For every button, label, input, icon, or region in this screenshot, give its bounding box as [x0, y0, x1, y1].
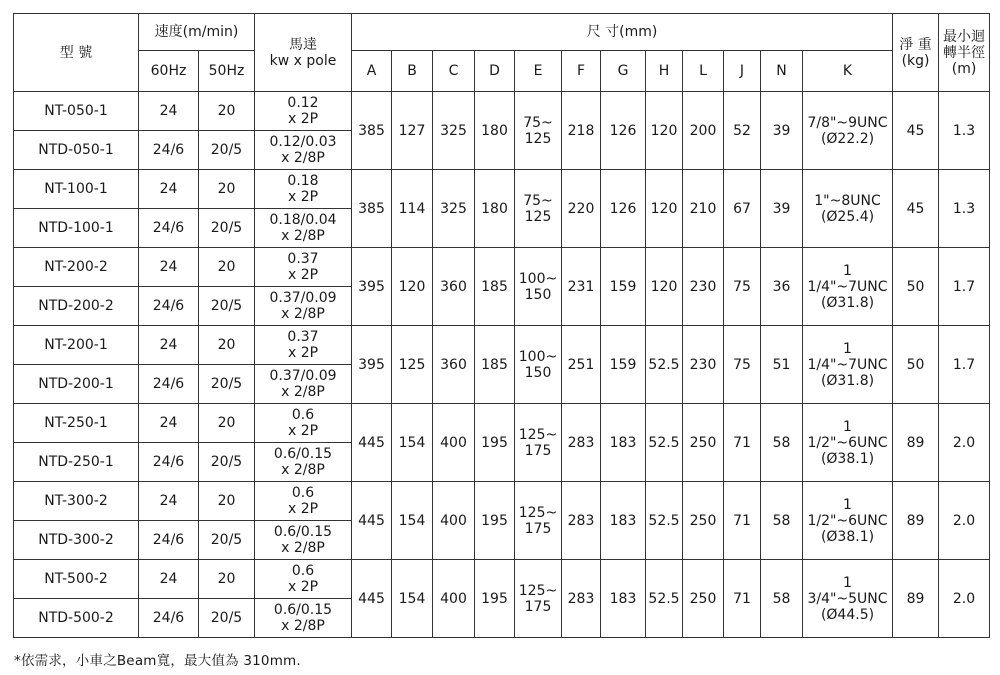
header-weight-line1: 淨 重 [899, 36, 932, 53]
speed-50hz-cell: 20 [199, 404, 255, 443]
dim-j-cell: 67 [724, 170, 761, 248]
model-cell: NT-050-1 [14, 92, 139, 131]
radius-cell: 2.0 [939, 482, 990, 560]
dim-b-cell: 125 [392, 326, 433, 404]
speed-50hz-cell: 20/5 [199, 521, 255, 560]
dim-j-cell: 75 [724, 326, 761, 404]
dim-k-line2: (Ø38.1) [820, 528, 875, 545]
motor-cell [255, 482, 352, 521]
weight-cell: 89 [893, 482, 939, 560]
dim-f-cell: 231 [562, 248, 601, 326]
dim-c-cell: 360 [433, 326, 475, 404]
motor-kw: 0.18/0.04 [269, 212, 337, 228]
dim-g-cell: 126 [601, 170, 646, 248]
dim-a-cell: 385 [352, 170, 392, 248]
motor-kw: 0.6/0.15 [273, 524, 333, 540]
table-body [14, 92, 990, 638]
dim-k-line1: 1"~8UNC [814, 192, 881, 209]
dim-e-line2: 125 [524, 208, 552, 225]
header-dim-f: F [562, 51, 601, 92]
dim-n-cell: 58 [761, 482, 803, 560]
dim-e-line1: 125~ [518, 582, 558, 599]
motor-cell [255, 599, 352, 638]
header-weight [893, 14, 939, 92]
model-cell: NTD-100-1 [14, 209, 139, 248]
model-cell: NT-100-1 [14, 170, 139, 209]
motor-pole: x 2/8P [281, 618, 325, 634]
dim-c-cell: 325 [433, 170, 475, 248]
header-dim-j: J [724, 51, 761, 92]
motor-kw: 0.37 [287, 329, 319, 345]
motor-pole: x 2P [287, 579, 319, 595]
speed-60hz-cell: 24/6 [139, 209, 199, 248]
dim-c-cell: 360 [433, 248, 475, 326]
dim-b-cell: 120 [392, 248, 433, 326]
dim-a-cell: 395 [352, 326, 392, 404]
motor-cell [255, 560, 352, 599]
dim-n-cell: 36 [761, 248, 803, 326]
motor-pole: x 2P [287, 501, 319, 517]
header-dim-g: G [601, 51, 646, 92]
motor-pole: x 2P [287, 345, 319, 361]
dim-e-line1: 75~ [523, 114, 553, 131]
dim-a-cell: 445 [352, 482, 392, 560]
motor-cell [255, 287, 352, 326]
header-motor [255, 14, 352, 92]
dim-f-cell: 251 [562, 326, 601, 404]
dim-f-cell: 283 [562, 560, 601, 638]
speed-60hz-cell: 24 [139, 560, 199, 599]
header-dim-a: A [352, 51, 392, 92]
motor-pole: x 2P [287, 423, 319, 439]
dim-e-cell [515, 170, 562, 248]
header-speed: 速度(m/min) [139, 14, 255, 51]
dim-f-cell: 220 [562, 170, 601, 248]
header-dim-e: E [515, 51, 562, 92]
table-row [14, 92, 990, 131]
dim-e-line1: 75~ [523, 192, 553, 209]
speed-60hz-cell: 24 [139, 326, 199, 365]
motor-kw: 0.18 [287, 173, 319, 189]
speed-50hz-cell: 20/5 [199, 287, 255, 326]
dim-f-cell: 218 [562, 92, 601, 170]
dim-e-cell [515, 326, 562, 404]
speed-50hz-cell: 20 [199, 170, 255, 209]
dim-l-cell: 250 [683, 482, 724, 560]
model-cell: NT-200-1 [14, 326, 139, 365]
dim-e-cell [515, 482, 562, 560]
header-dim-n: N [761, 51, 803, 92]
dim-n-cell: 58 [761, 560, 803, 638]
motor-kw: 0.12 [287, 95, 319, 111]
dim-k-line1: 1 3/4"~5UNC [807, 574, 888, 607]
header-dim-k: K [803, 51, 893, 92]
dim-c-cell: 400 [433, 560, 475, 638]
motor-pole: x 2P [287, 189, 319, 205]
speed-50hz-cell: 20/5 [199, 209, 255, 248]
header-radius-line2: 轉半徑 [943, 44, 986, 61]
header-motor-line1: 馬達 [289, 36, 317, 53]
speed-60hz-cell: 24/6 [139, 599, 199, 638]
header-dim-c: C [433, 51, 475, 92]
dim-b-cell: 114 [392, 170, 433, 248]
radius-cell: 1.3 [939, 92, 990, 170]
speed-60hz-cell: 24/6 [139, 521, 199, 560]
dim-e-line2: 150 [524, 364, 552, 381]
motor-kw: 0.12/0.03 [269, 134, 337, 150]
speed-60hz-cell: 24 [139, 92, 199, 131]
header-dim-b: B [392, 51, 433, 92]
speed-60hz-cell: 24/6 [139, 287, 199, 326]
dim-d-cell: 195 [475, 560, 515, 638]
dim-k-line2: (Ø22.2) [820, 130, 875, 147]
motor-pole: x 2/8P [281, 540, 325, 556]
dim-l-cell: 230 [683, 248, 724, 326]
dim-e-line1: 125~ [518, 426, 558, 443]
dim-k-cell [803, 560, 893, 638]
motor-cell [255, 365, 352, 404]
motor-kw: 0.6/0.15 [273, 602, 333, 618]
header-motor-line2: kw x pole [269, 52, 337, 69]
dim-k-line2: (Ø25.4) [820, 208, 875, 225]
motor-cell [255, 404, 352, 443]
dim-d-cell: 195 [475, 482, 515, 560]
dim-g-cell: 183 [601, 482, 646, 560]
weight-cell: 89 [893, 560, 939, 638]
dim-j-cell: 75 [724, 248, 761, 326]
header-dim-h: H [646, 51, 683, 92]
table-row [14, 404, 990, 443]
dim-c-cell: 400 [433, 482, 475, 560]
dim-c-cell: 400 [433, 404, 475, 482]
dim-j-cell: 71 [724, 404, 761, 482]
dim-e-line2: 150 [524, 286, 552, 303]
motor-kw: 0.6 [291, 407, 315, 423]
motor-pole: x 2/8P [281, 306, 325, 322]
dim-k-cell [803, 248, 893, 326]
motor-kw: 0.37 [287, 251, 319, 267]
model-cell: NT-200-2 [14, 248, 139, 287]
dim-k-line1: 7/8"~9UNC [807, 114, 888, 131]
header-dim-l: L [683, 51, 724, 92]
dim-e-cell [515, 404, 562, 482]
speed-60hz-cell: 24/6 [139, 365, 199, 404]
speed-50hz-cell: 20 [199, 92, 255, 131]
dim-d-cell: 195 [475, 404, 515, 482]
dim-h-cell: 52.5 [646, 326, 683, 404]
dim-e-cell [515, 560, 562, 638]
speed-50hz-cell: 20 [199, 482, 255, 521]
speed-60hz-cell: 24 [139, 248, 199, 287]
dim-d-cell: 180 [475, 170, 515, 248]
weight-cell: 89 [893, 404, 939, 482]
speed-50hz-cell: 20 [199, 560, 255, 599]
speed-60hz-cell: 24/6 [139, 131, 199, 170]
dim-k-cell [803, 170, 893, 248]
weight-cell: 45 [893, 170, 939, 248]
dim-e-line2: 175 [524, 598, 552, 615]
dim-l-cell: 200 [683, 92, 724, 170]
radius-cell: 2.0 [939, 560, 990, 638]
speed-60hz-cell: 24 [139, 404, 199, 443]
motor-kw: 0.6 [291, 485, 315, 501]
header-dim-d: D [475, 51, 515, 92]
dim-e-line2: 175 [524, 442, 552, 459]
header-weight-line2: (kg) [901, 52, 930, 69]
dim-e-line2: 125 [524, 130, 552, 147]
motor-cell [255, 92, 352, 131]
dim-a-cell: 395 [352, 248, 392, 326]
model-cell: NTD-200-2 [14, 287, 139, 326]
dim-l-cell: 250 [683, 560, 724, 638]
dim-b-cell: 154 [392, 404, 433, 482]
speed-60hz-cell: 24 [139, 170, 199, 209]
header-radius [939, 14, 990, 92]
dim-b-cell: 154 [392, 560, 433, 638]
dim-k-line1: 1 1/4"~7UNC [807, 340, 888, 373]
motor-cell [255, 209, 352, 248]
dim-k-line1: 1 1/4"~7UNC [807, 262, 888, 295]
weight-cell: 50 [893, 248, 939, 326]
dim-n-cell: 51 [761, 326, 803, 404]
dim-n-cell: 58 [761, 404, 803, 482]
model-cell: NTD-500-2 [14, 599, 139, 638]
motor-cell [255, 170, 352, 209]
dim-h-cell: 52.5 [646, 560, 683, 638]
dim-g-cell: 159 [601, 248, 646, 326]
motor-pole: x 2/8P [281, 150, 325, 166]
weight-cell: 50 [893, 326, 939, 404]
model-cell: NT-300-2 [14, 482, 139, 521]
dim-h-cell: 120 [646, 170, 683, 248]
model-cell: NT-250-1 [14, 404, 139, 443]
radius-cell: 2.0 [939, 404, 990, 482]
motor-kw: 0.6/0.15 [273, 446, 333, 462]
model-cell: NT-500-2 [14, 560, 139, 599]
speed-60hz-cell: 24 [139, 482, 199, 521]
header-model: 型 號 [14, 14, 139, 92]
speed-50hz-cell: 20/5 [199, 443, 255, 482]
motor-cell [255, 443, 352, 482]
dim-g-cell: 183 [601, 404, 646, 482]
dim-b-cell: 127 [392, 92, 433, 170]
motor-kw: 0.37/0.09 [269, 290, 337, 306]
motor-pole: x 2P [287, 111, 319, 127]
dim-e-cell [515, 92, 562, 170]
dim-l-cell: 210 [683, 170, 724, 248]
table-row [14, 170, 990, 209]
dim-b-cell: 154 [392, 482, 433, 560]
spec-table [13, 13, 990, 638]
dim-k-line2: (Ø31.8) [820, 294, 875, 311]
motor-cell [255, 326, 352, 365]
dim-h-cell: 120 [646, 92, 683, 170]
dim-c-cell: 325 [433, 92, 475, 170]
dim-k-cell [803, 326, 893, 404]
header-dimensions: 尺 寸(mm) [352, 14, 893, 51]
speed-50hz-cell: 20 [199, 326, 255, 365]
motor-cell [255, 521, 352, 560]
dim-d-cell: 185 [475, 326, 515, 404]
dim-e-line1: 100~ [518, 270, 558, 287]
dim-j-cell: 71 [724, 482, 761, 560]
model-cell: NTD-050-1 [14, 131, 139, 170]
dim-k-cell [803, 404, 893, 482]
table-row [14, 248, 990, 287]
dim-a-cell: 445 [352, 404, 392, 482]
dim-n-cell: 39 [761, 170, 803, 248]
dim-e-cell [515, 248, 562, 326]
dim-k-line1: 1 1/2"~6UNC [807, 496, 888, 529]
dim-j-cell: 71 [724, 560, 761, 638]
motor-cell [255, 248, 352, 287]
weight-cell: 45 [893, 92, 939, 170]
dim-k-line2: (Ø31.8) [820, 372, 875, 389]
motor-kw: 0.37/0.09 [269, 368, 337, 384]
motor-cell [255, 131, 352, 170]
radius-cell: 1.3 [939, 170, 990, 248]
speed-50hz-cell: 20/5 [199, 365, 255, 404]
model-cell: NTD-200-1 [14, 365, 139, 404]
dim-e-line2: 175 [524, 520, 552, 537]
dim-k-line2: (Ø38.1) [820, 450, 875, 467]
dim-h-cell: 52.5 [646, 482, 683, 560]
motor-pole: x 2/8P [281, 384, 325, 400]
dim-k-line2: (Ø44.5) [820, 606, 875, 623]
dim-g-cell: 183 [601, 560, 646, 638]
radius-cell: 1.7 [939, 326, 990, 404]
table-row [14, 326, 990, 365]
dim-g-cell: 126 [601, 92, 646, 170]
header-radius-line1: 最小迴 [943, 28, 986, 45]
dim-k-line1: 1 1/2"~6UNC [807, 418, 888, 451]
dim-a-cell: 445 [352, 560, 392, 638]
dim-a-cell: 385 [352, 92, 392, 170]
speed-50hz-cell: 20/5 [199, 131, 255, 170]
dim-d-cell: 185 [475, 248, 515, 326]
dim-n-cell: 39 [761, 92, 803, 170]
header-50hz: 50Hz [199, 51, 255, 92]
footnote: *依需求，小車之Beam寬，最大值為 310mm. [14, 653, 301, 669]
header-radius-line3: (m) [951, 60, 977, 77]
model-cell: NTD-300-2 [14, 521, 139, 560]
dim-k-cell [803, 482, 893, 560]
motor-pole: x 2/8P [281, 228, 325, 244]
dim-f-cell: 283 [562, 482, 601, 560]
dim-l-cell: 230 [683, 326, 724, 404]
motor-pole: x 2/8P [281, 462, 325, 478]
dim-d-cell: 180 [475, 92, 515, 170]
speed-60hz-cell: 24/6 [139, 443, 199, 482]
dim-k-cell [803, 92, 893, 170]
dim-e-line1: 100~ [518, 348, 558, 365]
radius-cell: 1.7 [939, 248, 990, 326]
dim-f-cell: 283 [562, 404, 601, 482]
dim-g-cell: 159 [601, 326, 646, 404]
header-60hz: 60Hz [139, 51, 199, 92]
speed-50hz-cell: 20 [199, 248, 255, 287]
motor-pole: x 2P [287, 267, 319, 283]
dim-h-cell: 52.5 [646, 404, 683, 482]
motor-kw: 0.6 [291, 563, 315, 579]
table-row [14, 482, 990, 521]
table-row [14, 560, 990, 599]
dim-h-cell: 120 [646, 248, 683, 326]
dim-l-cell: 250 [683, 404, 724, 482]
dim-e-line1: 125~ [518, 504, 558, 521]
model-cell: NTD-250-1 [14, 443, 139, 482]
speed-50hz-cell: 20/5 [199, 599, 255, 638]
dim-j-cell: 52 [724, 92, 761, 170]
